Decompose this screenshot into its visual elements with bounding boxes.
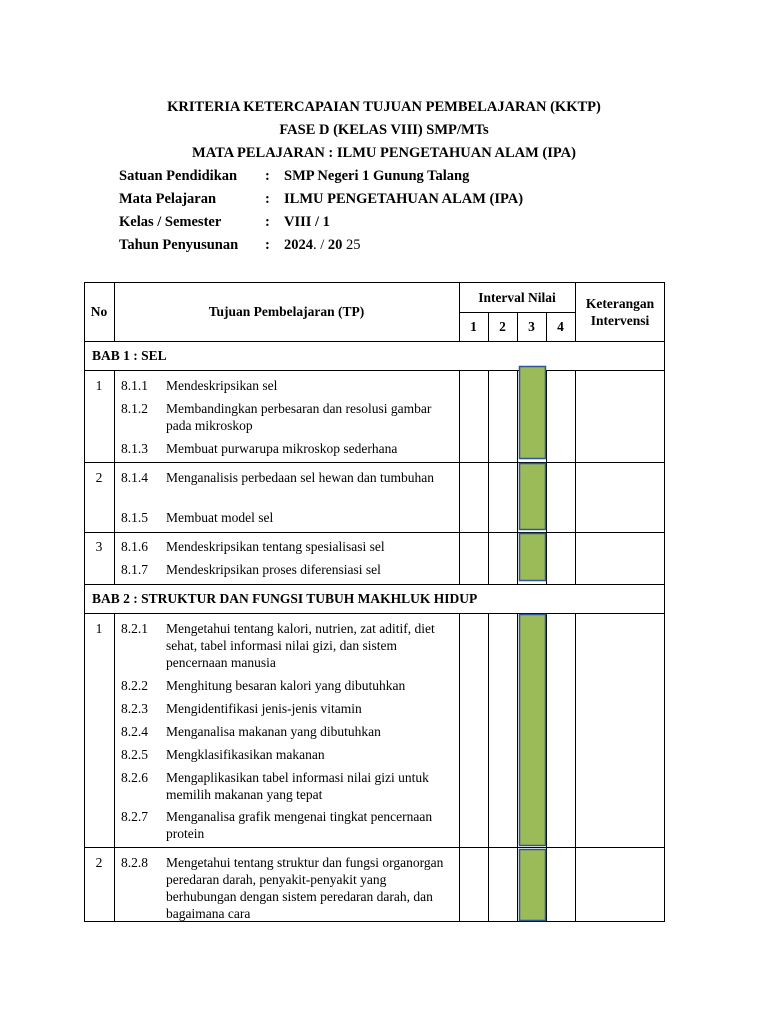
tp-description: Mengetahui tentang struktur dan fungsi organorgan peredaran darah, penyakit-penyakit yang berhubungan dengan sistem peredaran darah, dan bagaimana cara <box>166 855 444 921</box>
tp-description: Membuat purwarupa mikroskop sederhana <box>166 441 398 456</box>
row-number: 2 <box>95 855 103 870</box>
tp-description: Menganalisis perbedaan sel hewan dan tumbuhan <box>166 470 435 485</box>
tp-description: Mengidentifikasi jenis-jenis vitamin <box>166 701 362 716</box>
meta-colon: : <box>265 237 270 253</box>
tp-description: Menganalisa makanan yang dibutuhkan <box>166 724 381 739</box>
tp-code: 8.2.2 <box>121 678 148 693</box>
tp-code: 8.1.4 <box>121 470 148 485</box>
document-subtitle-subject: MATA PELAJARAN : ILMU PENGETAHUAN ALAM (IPA) <box>192 145 576 161</box>
header-interval-4: 4 <box>557 319 564 334</box>
meta-class-label: Kelas / Semester <box>119 214 222 230</box>
tp-code: 8.2.8 <box>121 855 148 870</box>
header-intervensi: Intervensi <box>590 313 650 328</box>
meta-colon: : <box>265 168 270 184</box>
tp-code: 8.2.4 <box>121 724 148 739</box>
section-title-bab-2: BAB 2 : STRUKTUR DAN FUNGSI TUBUH MAKHLUK HIDUP <box>92 591 478 606</box>
header-tujuan-pembelajaran: Tujuan Pembelajaran (TP) <box>208 304 365 319</box>
interval-3-highlight <box>520 615 546 846</box>
meta-colon: : <box>265 191 270 207</box>
tp-code: 8.1.5 <box>121 510 148 525</box>
tp-description: Mendeskripsikan proses diferensiasi sel <box>166 562 381 577</box>
row-number: 1 <box>95 621 103 636</box>
tp-code: 8.2.7 <box>121 809 148 824</box>
meta-subject-value: ILMU PENGETAHUAN ALAM (IPA) <box>284 191 524 207</box>
header-interval-1: 1 <box>470 319 477 334</box>
row-number: 3 <box>95 539 103 554</box>
section-title-bab-1: BAB 1 : SEL <box>92 348 167 363</box>
tp-code: 8.2.5 <box>121 747 148 762</box>
tp-code: 8.1.2 <box>121 401 148 416</box>
tp-code: 8.2.1 <box>121 621 148 636</box>
document-subtitle-phase: FASE D (KELAS VIII) SMP/MTs <box>279 122 489 138</box>
tp-description: Mengklasifikasikan makanan <box>166 747 325 762</box>
header-interval-2: 2 <box>499 319 506 334</box>
tp-code: 8.1.7 <box>121 562 148 577</box>
meta-school-value: SMP Negeri 1 Gunung Talang <box>284 168 470 184</box>
tp-description: Mendeskripsikan sel <box>166 378 278 393</box>
tp-description: Mengaplikasikan tabel informasi nilai gizi untuk memilih makanan yang tepat <box>166 770 429 802</box>
interval-3-highlight <box>520 464 546 530</box>
tp-code: 8.1.1 <box>121 378 148 393</box>
meta-class-value: VIII / 1 <box>284 214 330 230</box>
tp-code: 8.1.6 <box>121 539 148 554</box>
row-number: 2 <box>95 470 103 485</box>
meta-school-label: Satuan Pendidikan <box>119 168 238 184</box>
interval-3-highlight <box>520 534 546 581</box>
tp-description: Menganalisa grafik mengenai tingkat pencernaan protein <box>166 809 433 841</box>
meta-year-part1: 2024 <box>284 237 313 253</box>
tp-code: 8.2.3 <box>121 701 148 716</box>
tp-description: Membuat model sel <box>166 510 274 525</box>
document-title: KRITERIA KETERCAPAIAN TUJUAN PEMBELAJARAN (KKTP) <box>167 99 601 115</box>
meta-year-part2: . / <box>313 237 328 253</box>
meta-year-part4: 25 <box>342 237 361 253</box>
interval-3-highlight <box>520 850 546 921</box>
row-number: 1 <box>95 378 103 393</box>
tp-description: Membandingkan perbesaran dan resolusi gambar pada mikroskop <box>166 401 432 433</box>
header-keterangan: Keterangan <box>585 296 655 311</box>
tp-description: Menghitung besaran kalori yang dibutuhkan <box>166 678 406 693</box>
tp-code: 8.2.6 <box>121 770 148 785</box>
tp-code: 8.1.3 <box>121 441 148 456</box>
header-no: No <box>90 304 108 319</box>
meta-year-label: Tahun Penyusunan <box>119 237 239 253</box>
meta-year-part3: 20 <box>327 237 343 253</box>
header-interval-3: 3 <box>528 319 535 334</box>
meta-subject-label: Mata Pelajaran <box>119 191 217 207</box>
header-interval-nilai: Interval Nilai <box>478 290 556 305</box>
tp-description: Mengetahui tentang kalori, nutrien, zat aditif, diet sehat, tabel informasi nilai gizi, dan sistem pencernaan manusia <box>166 621 435 670</box>
meta-colon: : <box>265 214 270 230</box>
tp-description: Mendeskripsikan tentang spesialisasi sel <box>166 539 385 554</box>
interval-3-highlight <box>520 367 546 459</box>
